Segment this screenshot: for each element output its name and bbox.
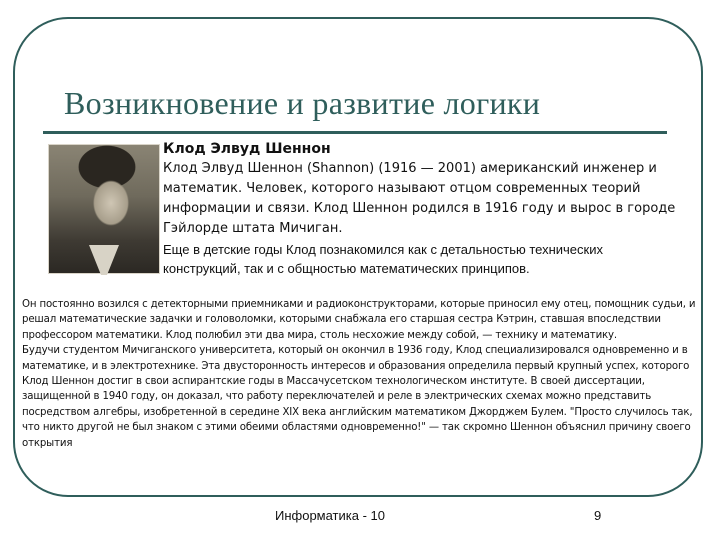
title-underline-divider — [43, 131, 667, 134]
body-text — [22, 297, 702, 451]
footer-page-number: 9 — [594, 508, 602, 523]
footer-course-label: Информатика - 10 — [275, 508, 385, 523]
person-name: Клод Элвуд Шеннон — [163, 141, 331, 157]
slide-title: Возникновение и развитие логики — [64, 85, 541, 121]
bio-childhood-text: Еще в детские годы Клод познакомился как с детальностью технических конструкций, так и с общностью математических принципов. — [163, 242, 603, 276]
bio-block — [163, 139, 683, 278]
body-paragraph-2: Будучи студентом Мичиганского университета, который он окончил в 1936 году, Клод специализировался одновременно и в математике, и в электротехнике. Эта двусторонность интересов и образования определила первый крупный успех, которого Клод Шеннон достиг в свои аспирантские годы в Массачусетском технологическом институте. В своей диссертации, защищенной в 1940 году, он доказал, что работу переключателей и реле в электрических схемах можно представить посредством алгебры, изобретенной в середине XIX века английским математиком Джорджем Булем. "Просто случилось так, что никто другой не был знаком с этими обеими областями одновременно!" — так скромно Шеннон объяснил причину своего открытия — [22, 345, 693, 449]
bio-intro-text: Клод Элвуд Шеннон (Shannon) (1916 — 2001) американский инженер и математик. Человек, которого называют отцом современных теорий информации и связи. Клод Шеннон родился в 1916 году и вырос в городе Гэйлорде штата Мичиган. — [163, 161, 676, 236]
portrait-photo — [48, 144, 160, 274]
body-paragraph-1: Он постоянно возился с детекторными приемниками и радиоконструкторами, которые приносил ему отец, помощник судьи, и решал математические задачки и головоломки, которыми снабжала его старшая сестра Кэтрин, ставшая впоследствии профессором математики. Клод полюбил эти два мира, столь несхожие между собой, — технику и математику. — [22, 299, 696, 341]
portrait-shirt-detail — [89, 245, 119, 275]
